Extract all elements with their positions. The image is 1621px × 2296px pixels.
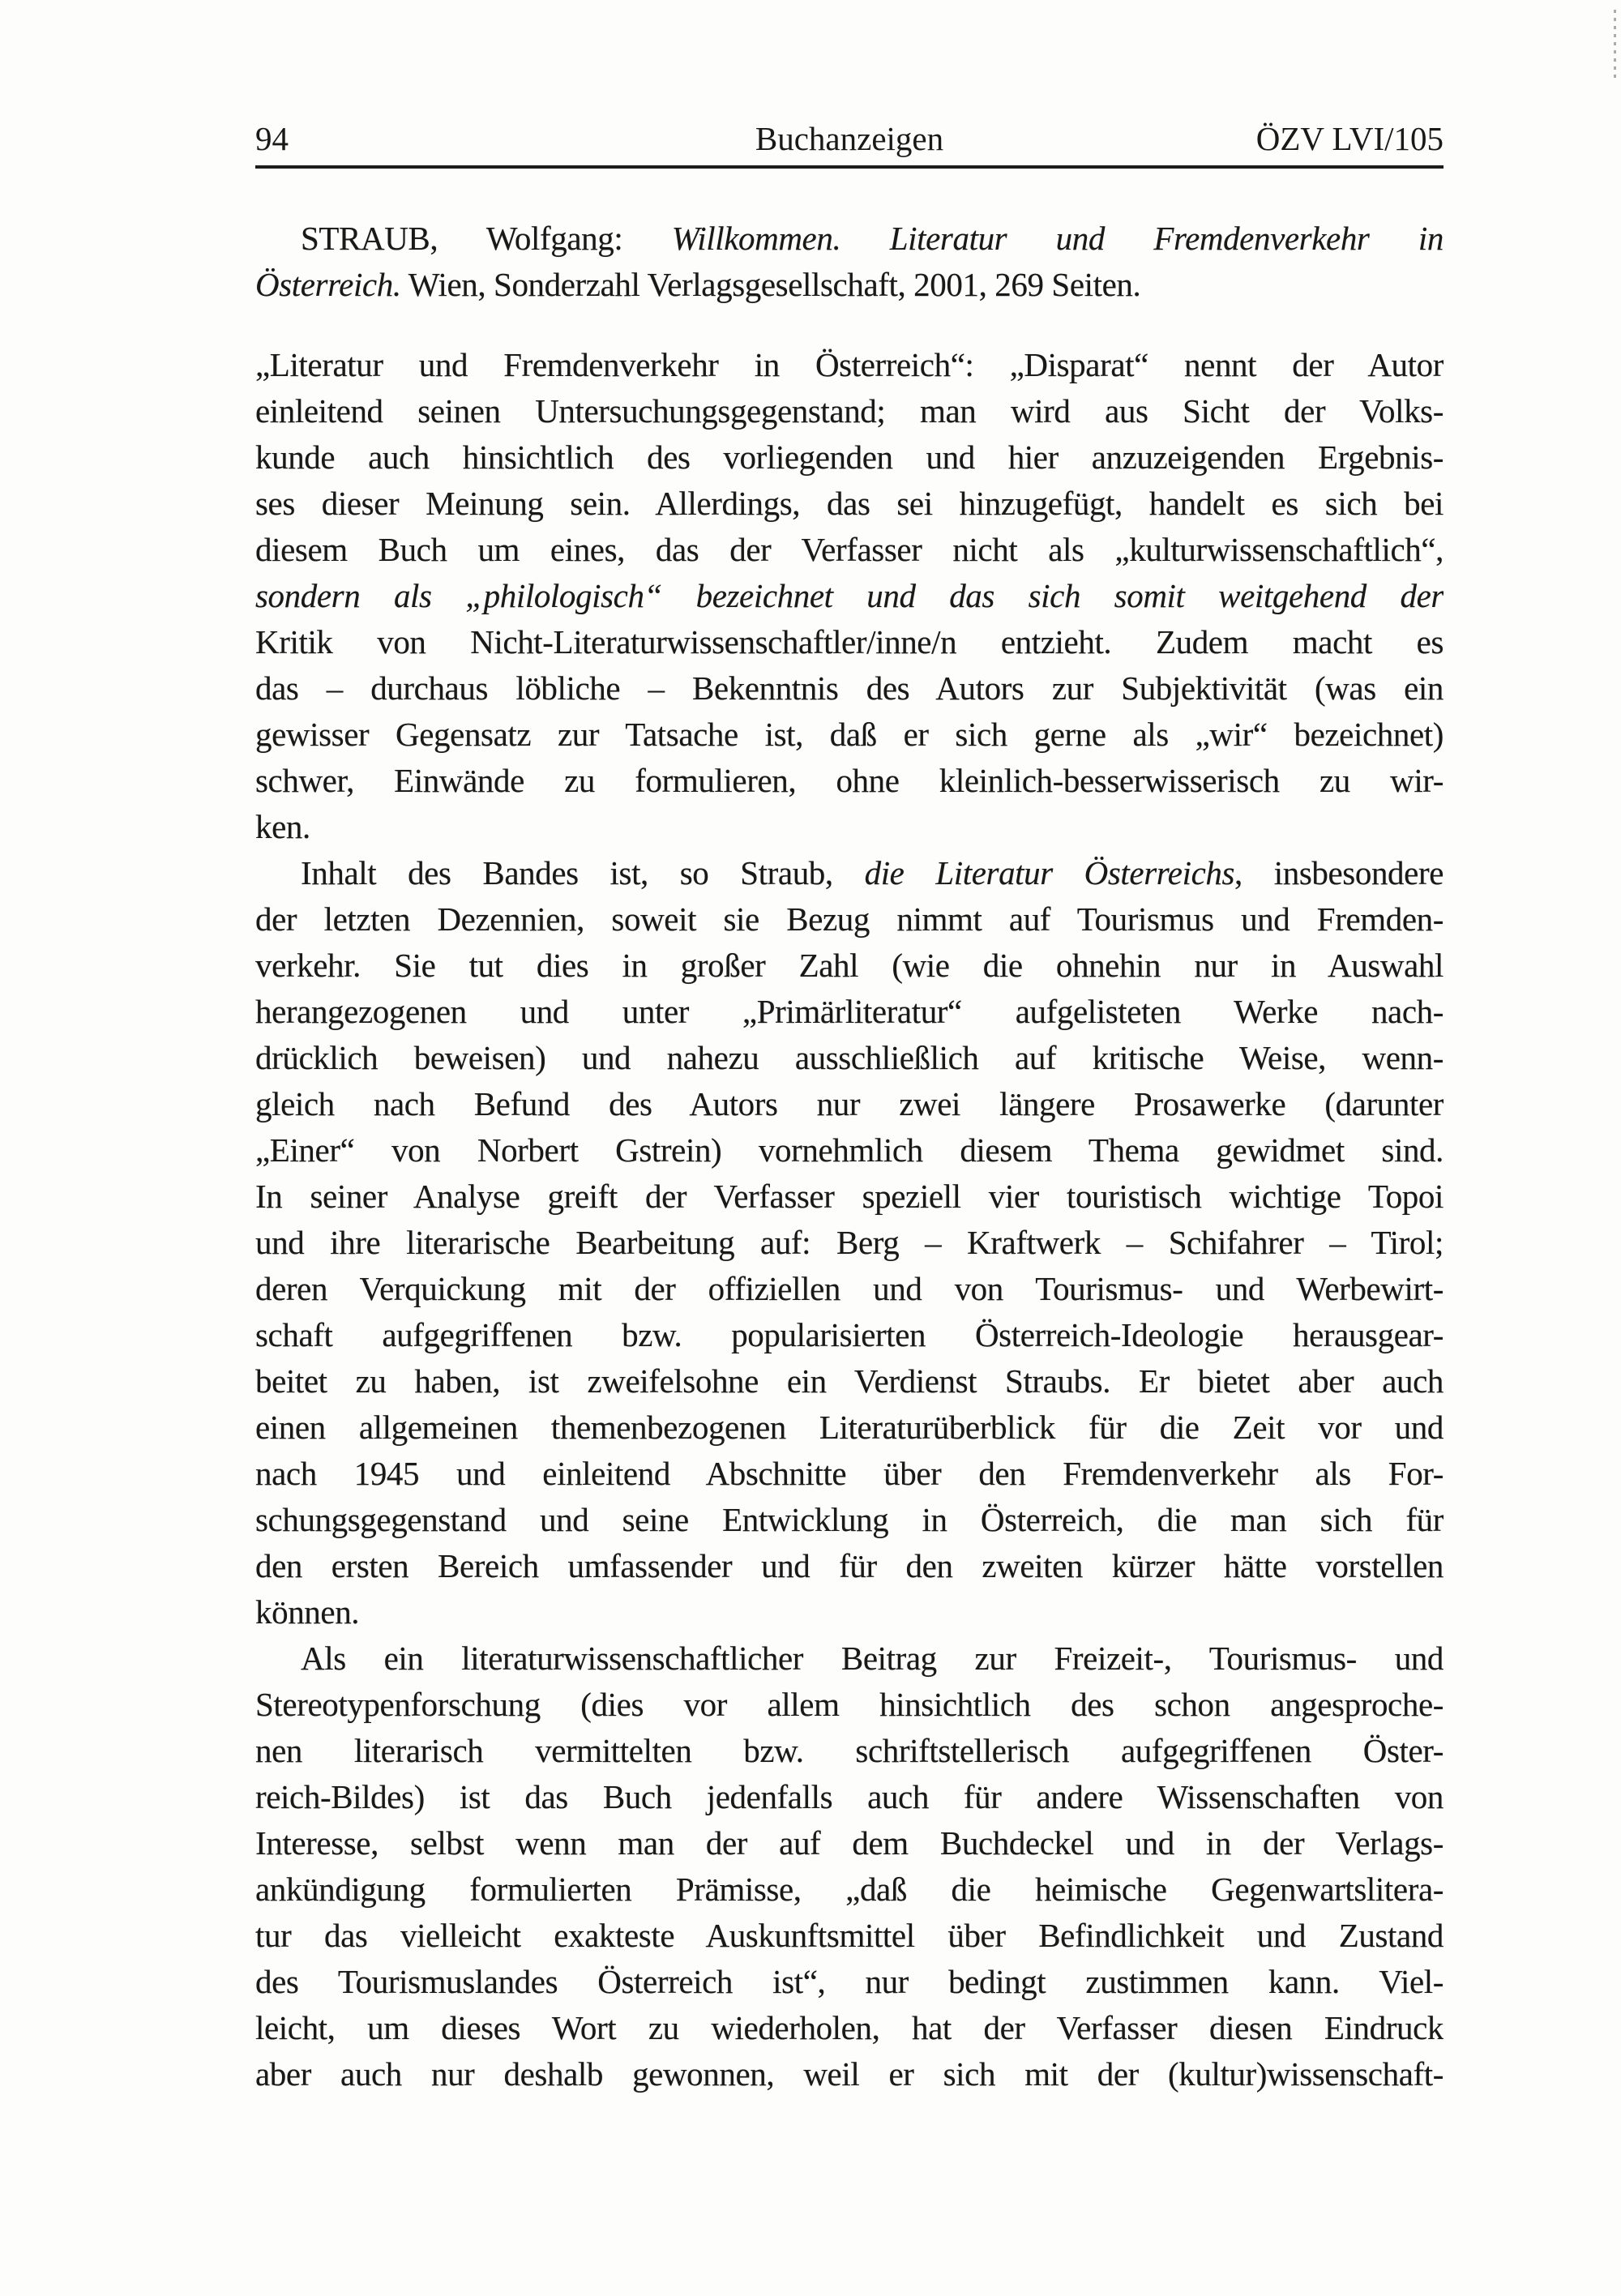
text-segment: des Tourismuslandes Österreich ist“, nur bedingt zustimmen kann. Viel- [255, 1963, 1444, 2000]
text-segment: „Literatur und Fremdenverkehr in Österreich“: „Disparat“ nennt der Autor [255, 346, 1444, 383]
text-segment: den ersten Bereich umfassender und für den zweiten kürzer hätte vorstellen [255, 1547, 1444, 1584]
text-segment: schungsgegenstand und seine Entwicklung in Österreich, die man sich für [255, 1501, 1444, 1538]
text-line [255, 1589, 1444, 1635]
text-line [255, 1358, 1444, 1405]
text-segment: drücklich beweisen) und nahezu ausschließlich auf kritische Weise, wenn- [255, 1039, 1444, 1076]
text-line [255, 619, 1444, 665]
text-line [255, 758, 1444, 804]
text-segment: leicht, um dieses Wort zu wiederholen, hat der Verfasser diesen Eindruck [255, 2009, 1444, 2046]
text-segment: Kritik von Nicht-Literaturwissenschaftler/inne/n entzieht. Zudem macht es [255, 623, 1444, 661]
text-segment: kunde auch hinsichtlich des vorliegenden und hier anzuzeigenden Ergebnis- [255, 438, 1444, 476]
text-line [255, 1220, 1444, 1266]
italic-text-segment: die Literatur Österreichs [864, 854, 1235, 891]
text-line [255, 943, 1444, 989]
text-line [255, 1174, 1444, 1220]
text-line [255, 896, 1444, 943]
text-line [255, 1127, 1444, 1174]
text-line [255, 527, 1444, 573]
text-segment: ankündigung formulierten Prämisse, „daß die heimische Gegenwartslitera- [255, 1871, 1444, 1908]
text-line [255, 1312, 1444, 1358]
text-line [255, 1682, 1444, 1728]
italic-text-segment: sondern als „philologisch“ bezeichnet und das sich somit weitgehend der [255, 577, 1444, 614]
text-line [255, 989, 1444, 1035]
header-rule [255, 165, 1444, 169]
page-content [255, 120, 1444, 2097]
review-body [255, 216, 1444, 2097]
text-segment: aber auch nur deshalb gewonnen, weil er sich mit der (kultur)wissenschaft- [255, 2055, 1444, 2093]
text-segment: ses dieser Meinung sein. Allerdings, das sei hinzugefügt, handelt es sich bei [255, 485, 1444, 522]
text-line [255, 2005, 1444, 2051]
text-line [255, 1497, 1444, 1543]
text-line [255, 1405, 1444, 1451]
text-line [255, 342, 1444, 388]
text-segment: STRAUB, Wolfgang: [301, 220, 672, 257]
italic-text-segment: Österreich. [255, 266, 401, 303]
text-segment: reich-Bildes) ist das Buch jedenfalls auch für andere Wissenschaften von [255, 1778, 1444, 1815]
text-segment: verkehr. Sie tut dies in großer Zahl (wie die ohnehin nur in Auswahl [255, 947, 1444, 984]
text-line [255, 804, 1444, 850]
text-segment: tur das vielleicht exakteste Auskunftsmittel über Befindlichkeit und Zustand [255, 1917, 1444, 1954]
text-line [255, 1774, 1444, 1820]
text-segment: nen literarisch vermittelten bzw. schriftstellerisch aufgegriffenen Öster- [255, 1732, 1444, 1769]
text-line [255, 1451, 1444, 1497]
text-segment: einen allgemeinen themenbezogenen Literaturüberblick für die Zeit vor und [255, 1409, 1444, 1446]
citation-block [255, 216, 1444, 308]
text-line [255, 850, 1444, 896]
text-segment: diesem Buch um eines, das der Verfasser nicht als „kulturwissenschaftlich“, [255, 531, 1444, 568]
text-segment: der letzten Dezennien, soweit sie Bezug nimmt auf Tourismus und Fremden- [255, 900, 1444, 938]
paragraph-block [255, 850, 1444, 1635]
text-segment: schwer, Einwände zu formulieren, ohne kleinlich-besserwisserisch zu wir- [255, 762, 1444, 799]
text-segment: und ihre literarische Bearbeitung auf: Berg – Kraftwerk – Schifahrer – Tirol; [255, 1224, 1444, 1261]
text-segment: „Einer“ von Norbert Gstrein) vornehmlich diesem Thema gewidmet sind. [255, 1131, 1444, 1169]
text-segment: Stereotypenforschung (dies vor allem hinsichtlich des schon angesproche- [255, 1686, 1444, 1723]
text-line [255, 481, 1444, 527]
text-line [255, 262, 1444, 308]
text-segment: gewisser Gegensatz zur Tatsache ist, daß er sich gerne als „wir“ bezeichnet) [255, 716, 1444, 753]
journal-issue-ref: ÖZV LVI/105 [1255, 120, 1444, 157]
text-line [255, 434, 1444, 481]
italic-text-segment: Willkommen. Literatur und Fremdenverkehr in [671, 220, 1444, 257]
section-title: Buchanzeigen [755, 120, 944, 157]
text-line [255, 1035, 1444, 1081]
text-segment: beitet zu haben, ist zweifelsohne ein Verdienst Straubs. Er bietet aber auch [255, 1362, 1444, 1400]
text-segment: In seiner Analyse greift der Verfasser speziell vier touristisch wichtige Topoi [255, 1178, 1444, 1215]
text-line [255, 1820, 1444, 1866]
text-segment: ken. [255, 808, 310, 845]
text-line [255, 216, 1444, 262]
text-line [255, 1635, 1444, 1682]
text-line [255, 388, 1444, 434]
text-segment: können. [255, 1593, 360, 1631]
paragraph-block [255, 1635, 1444, 2097]
text-segment: nach 1945 und einleitend Abschnitte über den Fremdenverkehr als For- [255, 1455, 1444, 1492]
text-segment: Als ein literaturwissenschaftlicher Beitrag zur Freizeit-, Tourismus- und [301, 1640, 1444, 1677]
text-segment: Inhalt des Bandes ist, so Straub, [301, 854, 865, 891]
text-line [255, 1959, 1444, 2005]
text-segment: Interesse, selbst wenn man der auf dem Buchdeckel und in der Verlags- [255, 1824, 1444, 1862]
text-line [255, 1866, 1444, 1913]
text-line [255, 2051, 1444, 2097]
running-header [255, 120, 1444, 157]
text-line [255, 712, 1444, 758]
text-segment: herangezogenen und unter „Primärliteratur“ aufgelisteten Werke nach- [255, 993, 1444, 1030]
text-segment: gleich nach Befund des Autors nur zwei längere Prosawerke (darunter [255, 1085, 1444, 1122]
text-line [255, 1081, 1444, 1127]
paragraph-block [255, 342, 1444, 850]
text-segment: schaft aufgegriffenen bzw. popularisierten Österreich-Ideologie herausgear- [255, 1316, 1444, 1353]
text-line [255, 1728, 1444, 1774]
text-segment: das – durchaus löbliche – Bekenntnis des Autors zur Subjektivität (was ein [255, 669, 1444, 707]
page-number: 94 [255, 120, 289, 157]
text-line [255, 665, 1444, 712]
text-segment: Wien, Sonderzahl Verlagsgesellschaft, 2001, 269 Seiten. [400, 266, 1141, 303]
text-line [255, 1913, 1444, 1959]
text-line [255, 1543, 1444, 1589]
text-segment: einleitend seinen Untersuchungsgegenstand; man wird aus Sicht der Volks- [255, 392, 1444, 430]
text-segment: deren Verquickung mit der offiziellen und von Tourismus- und Werbewirt- [255, 1270, 1444, 1307]
text-line [255, 1266, 1444, 1312]
scan-artifact [1614, 10, 1616, 81]
text-segment: , insbesondere [1234, 854, 1444, 891]
text-line [255, 573, 1444, 619]
